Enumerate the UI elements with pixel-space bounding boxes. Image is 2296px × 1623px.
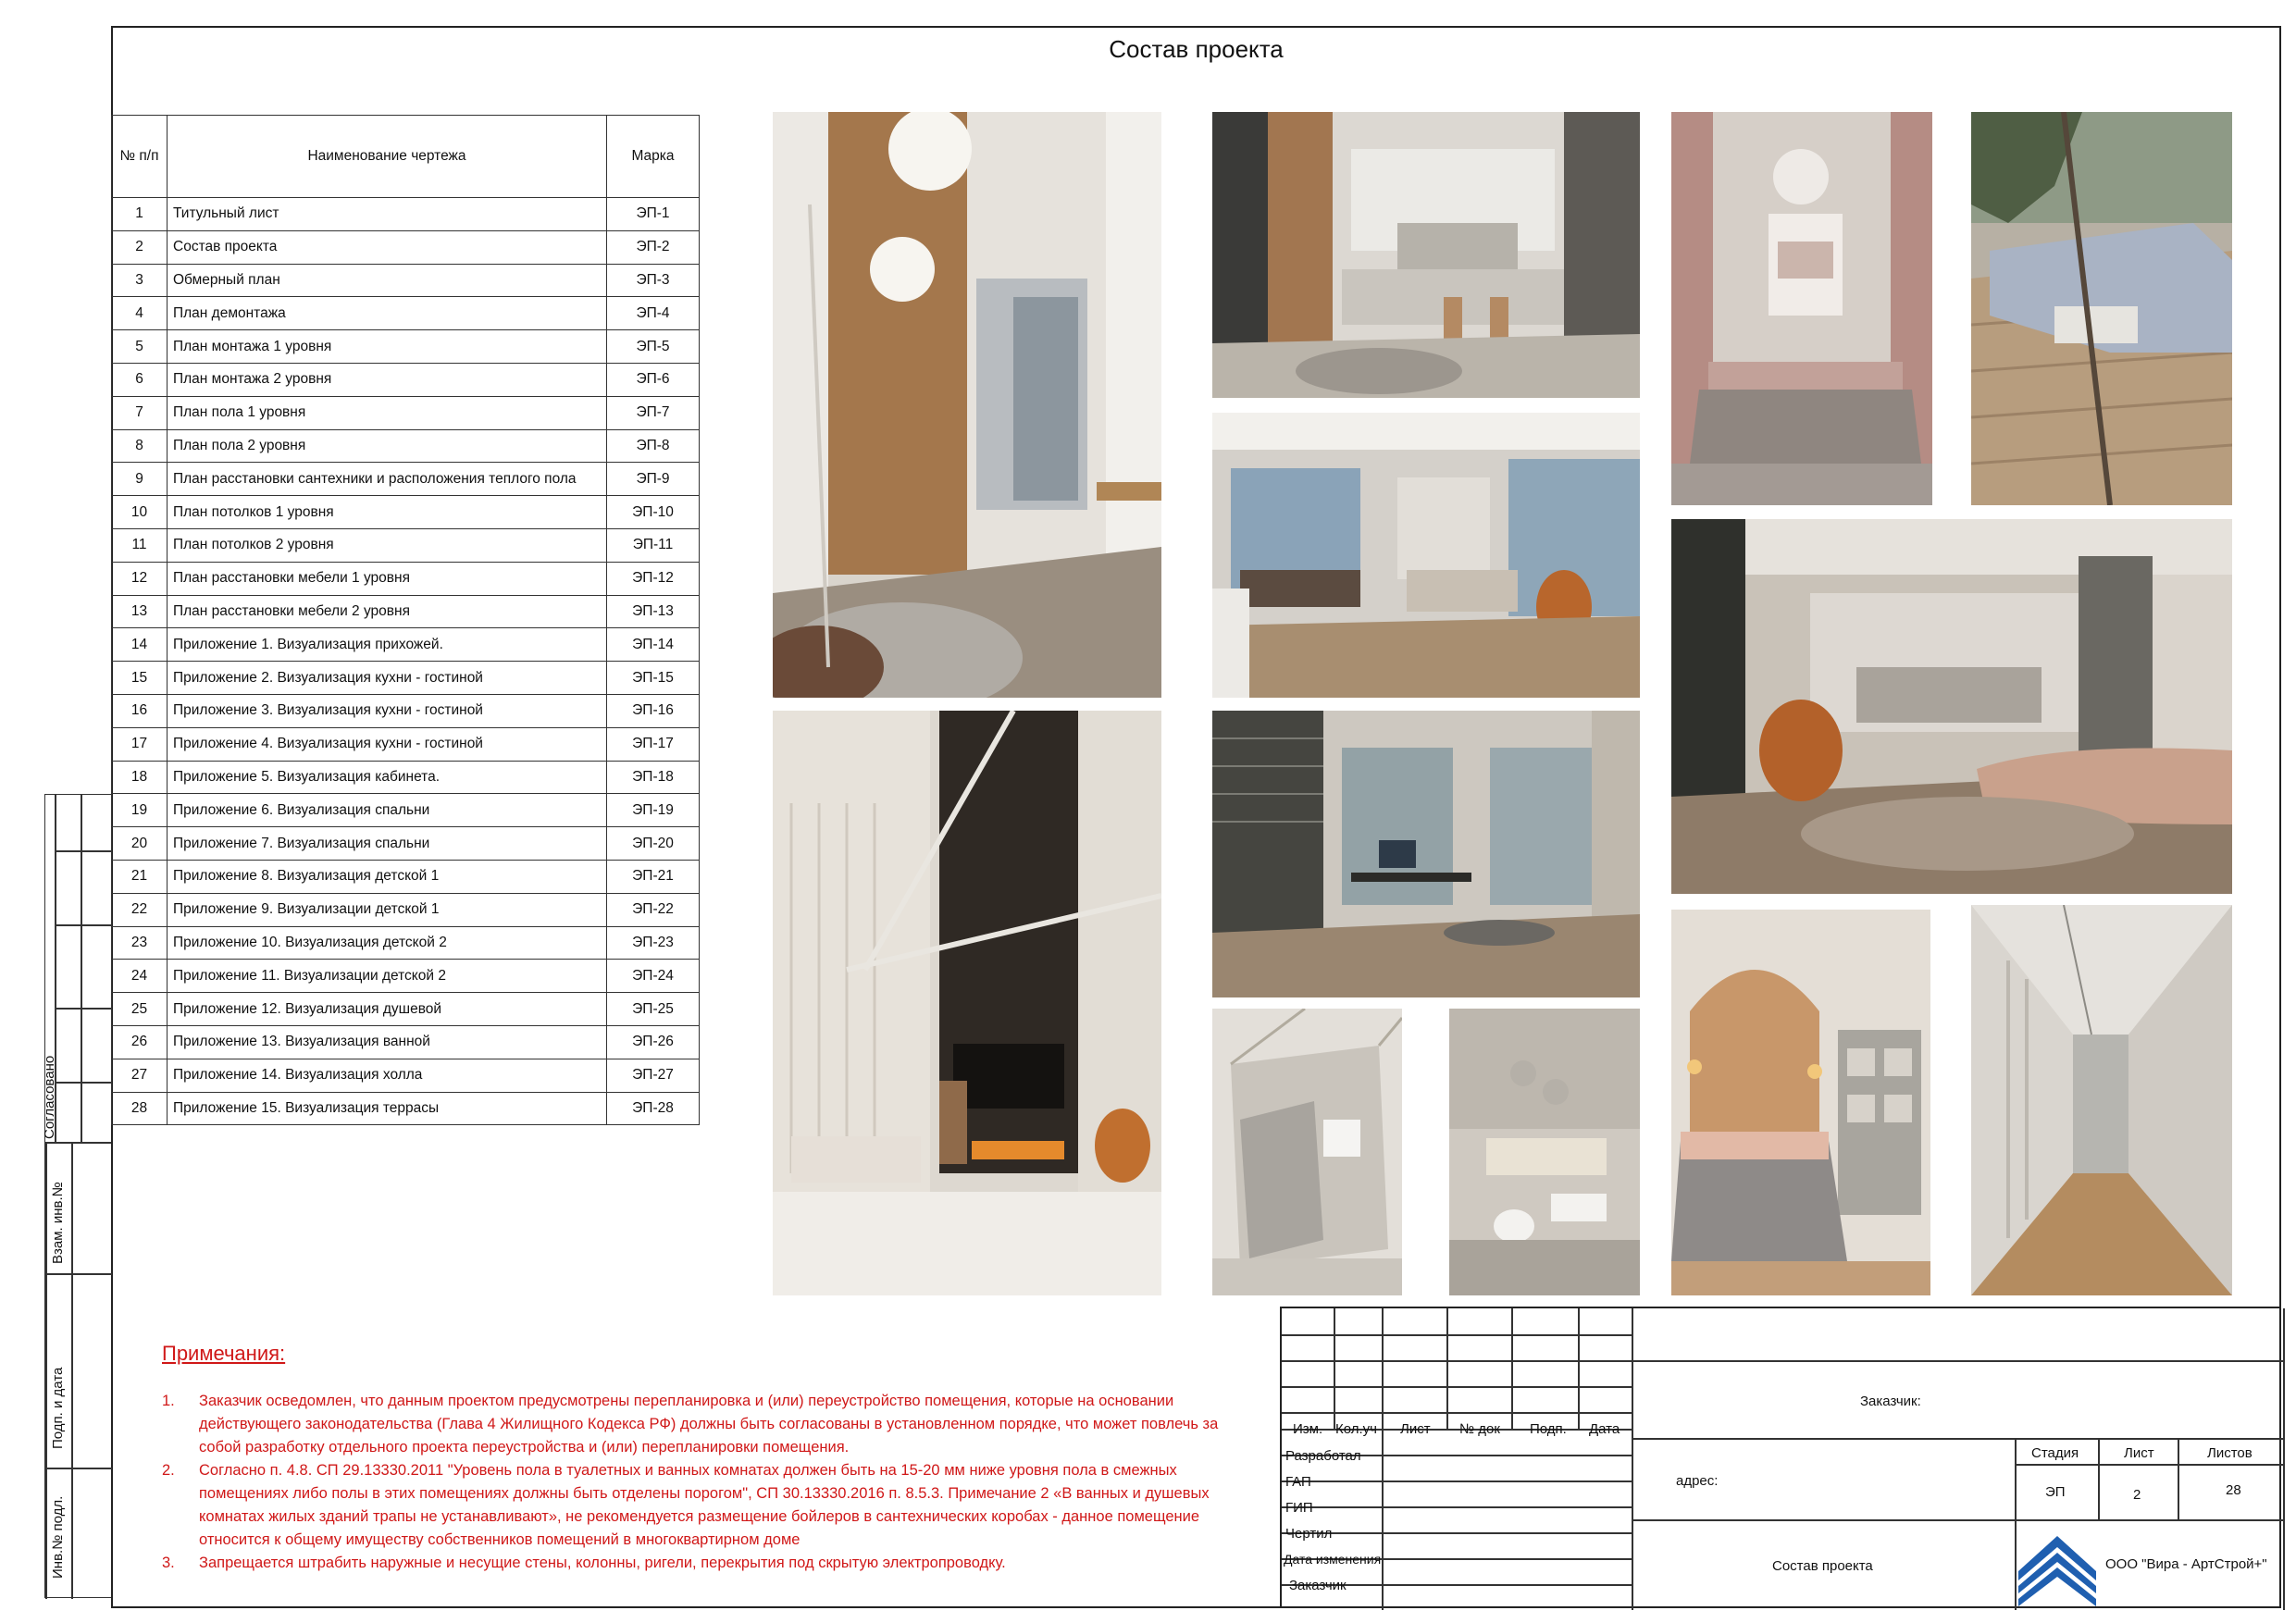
render-terrace xyxy=(1971,112,2232,505)
row-number: 4 xyxy=(112,297,168,330)
render-kitchen xyxy=(1212,112,1640,398)
stamp-label-soglasovano: Согласовано xyxy=(42,1055,57,1139)
table-row xyxy=(112,1059,700,1092)
table-row xyxy=(112,595,700,628)
render-corridor xyxy=(1971,905,2232,1295)
drawings-table xyxy=(111,115,700,1125)
tb-sheet-value: 2 xyxy=(2133,1487,2141,1503)
row-number: 1 xyxy=(112,198,168,231)
table-row xyxy=(112,1025,700,1059)
render-bedroom-pink xyxy=(1671,112,1932,505)
tb-role-gip: ГИП xyxy=(1285,1500,1313,1516)
render-bathroom xyxy=(1449,1009,1640,1295)
row-drawing-name: Приложение 14. Визуализация холла xyxy=(168,1059,607,1092)
header-mark: Марка xyxy=(607,116,700,198)
row-drawing-name: План расстановки сантехники и расположения теплого пола xyxy=(168,463,607,496)
side-stamp-inventory xyxy=(44,1143,111,1598)
row-drawing-name: Приложение 11. Визуализации детской 2 xyxy=(168,960,607,993)
note-item xyxy=(162,1552,1245,1575)
tb-customer-label: Заказчик: xyxy=(1860,1394,1921,1409)
tb-role-data-izm: Дата изменения xyxy=(1284,1552,1382,1567)
render-kids-room xyxy=(1671,910,1930,1295)
row-drawing-name: Приложение 3. Визуализация кухни - гостиной xyxy=(168,694,607,727)
row-drawing-name: План монтажа 1 уровня xyxy=(168,330,607,364)
row-number: 3 xyxy=(112,264,168,297)
row-drawing-name: План демонтажа xyxy=(168,297,607,330)
table-row xyxy=(112,363,700,396)
row-drawing-name: Приложение 9. Визуализации детской 1 xyxy=(168,893,607,926)
title-block xyxy=(1280,1307,2281,1608)
row-mark: ЭП-10 xyxy=(607,496,700,529)
row-mark: ЭП-20 xyxy=(607,827,700,861)
header-num: № п/п xyxy=(112,116,168,198)
render-home-office xyxy=(1212,711,1640,997)
table-row xyxy=(112,528,700,562)
row-drawing-name: Приложение 7. Визуализация спальни xyxy=(168,827,607,861)
table-row xyxy=(112,893,700,926)
row-number: 20 xyxy=(112,827,168,861)
row-drawing-name: Приложение 12. Визуализация душевой xyxy=(168,993,607,1026)
row-mark: ЭП-2 xyxy=(607,230,700,264)
table-row xyxy=(112,727,700,761)
table-row xyxy=(112,628,700,662)
row-mark: ЭП-7 xyxy=(607,396,700,429)
row-drawing-name: План расстановки мебели 2 уровня xyxy=(168,595,607,628)
table-row xyxy=(112,694,700,727)
row-number: 16 xyxy=(112,694,168,727)
tb-address-label: адрес: xyxy=(1676,1473,1719,1489)
row-drawing-name: Состав проекта xyxy=(168,230,607,264)
row-mark: ЭП-21 xyxy=(607,860,700,893)
note-text: Заказчик осведомлен, что данным проектом предусмотрены перепланировка и (или) переустройство помещения, которые на основании действующего законодательства (Глава 4 Жилищного Кодекса РФ) должны быть согласованы в установленном порядке, что может повлечь за собой разработку отдельного проекта переустройства и (или) перепланировки помещения. xyxy=(199,1393,1219,1456)
row-number: 26 xyxy=(112,1025,168,1059)
row-drawing-name: План потолков 1 уровня xyxy=(168,496,607,529)
table-row xyxy=(112,429,700,463)
row-drawing-name: Приложение 6. Визуализация спальни xyxy=(168,794,607,827)
table-row xyxy=(112,463,700,496)
table-row xyxy=(112,926,700,960)
row-drawing-name: План потолков 2 уровня xyxy=(168,528,607,562)
tb-col-kol: Кол.уч xyxy=(1335,1421,1377,1437)
table-row xyxy=(112,1092,700,1125)
tb-role-zakazchik: Заказчик xyxy=(1289,1578,1347,1593)
note-item xyxy=(162,1459,1245,1552)
row-number: 22 xyxy=(112,893,168,926)
table-row xyxy=(112,264,700,297)
table-row xyxy=(112,198,700,231)
row-mark: ЭП-9 xyxy=(607,463,700,496)
row-mark: ЭП-19 xyxy=(607,794,700,827)
render-hallway xyxy=(773,112,1161,698)
row-number: 27 xyxy=(112,1059,168,1092)
table-body xyxy=(112,198,700,1125)
note-text: Запрещается штрабить наружные и несущие стены, колонны, ригели, перекрытия под скрытую электропроводку. xyxy=(199,1555,1006,1571)
page-title: Состав проекта xyxy=(1109,35,1284,63)
notes-title: Примечания: xyxy=(162,1342,286,1365)
table-row xyxy=(112,993,700,1026)
row-number: 23 xyxy=(112,926,168,960)
tb-role-razrabotal: Разработал xyxy=(1285,1448,1361,1464)
table-row xyxy=(112,761,700,794)
tb-sheets-value: 28 xyxy=(2226,1482,2241,1498)
row-number: 9 xyxy=(112,463,168,496)
render-living-room-2 xyxy=(1671,519,2232,894)
row-number: 17 xyxy=(112,727,168,761)
row-drawing-name: План пола 1 уровня xyxy=(168,396,607,429)
row-drawing-name: Приложение 2. Визуализация кухни - гостиной xyxy=(168,662,607,695)
row-number: 7 xyxy=(112,396,168,429)
row-drawing-name: Приложение 1. Визуализация прихожей. xyxy=(168,628,607,662)
row-number: 18 xyxy=(112,761,168,794)
row-mark: ЭП-16 xyxy=(607,694,700,727)
row-number: 14 xyxy=(112,628,168,662)
row-mark: ЭП-22 xyxy=(607,893,700,926)
row-mark: ЭП-15 xyxy=(607,662,700,695)
table-row xyxy=(112,230,700,264)
row-mark: ЭП-26 xyxy=(607,1025,700,1059)
table-row xyxy=(112,960,700,993)
stamp-label-podp-data: Подп. и дата xyxy=(50,1367,66,1449)
row-number: 15 xyxy=(112,662,168,695)
row-number: 5 xyxy=(112,330,168,364)
row-mark: ЭП-23 xyxy=(607,926,700,960)
table-row xyxy=(112,794,700,827)
row-drawing-name: Приложение 5. Визуализация кабинета. xyxy=(168,761,607,794)
row-drawing-name: Обмерный план xyxy=(168,264,607,297)
row-drawing-name: Приложение 8. Визуализация детской 1 xyxy=(168,860,607,893)
row-number: 10 xyxy=(112,496,168,529)
stamp-label-vzam: Взам. инв.№ xyxy=(50,1182,66,1264)
row-drawing-name: План монтажа 2 уровня xyxy=(168,363,607,396)
row-drawing-name: Титульный лист xyxy=(168,198,607,231)
row-drawing-name: Приложение 4. Визуализация кухни - гостиной xyxy=(168,727,607,761)
table-row xyxy=(112,297,700,330)
table-row xyxy=(112,562,700,595)
row-mark: ЭП-13 xyxy=(607,595,700,628)
tb-company: ООО "Вира - АртСтрой+" xyxy=(2105,1556,2267,1572)
table-row xyxy=(112,396,700,429)
row-mark: ЭП-17 xyxy=(607,727,700,761)
row-drawing-name: План пола 2 уровня xyxy=(168,429,607,463)
row-number: 28 xyxy=(112,1092,168,1125)
note-item xyxy=(162,1390,1245,1459)
render-living-room xyxy=(1212,413,1640,698)
company-logo-icon xyxy=(2018,1523,2096,1606)
table-row xyxy=(112,860,700,893)
row-mark: ЭП-12 xyxy=(607,562,700,595)
row-number: 25 xyxy=(112,993,168,1026)
row-mark: ЭП-24 xyxy=(607,960,700,993)
row-mark: ЭП-28 xyxy=(607,1092,700,1125)
row-drawing-name: Приложение 13. Визуализация ванной xyxy=(168,1025,607,1059)
render-fireplace-bedroom xyxy=(773,711,1161,1295)
notes-list xyxy=(162,1390,1245,1575)
row-drawing-name: Приложение 15. Визуализация террасы xyxy=(168,1092,607,1125)
note-number: 3. xyxy=(162,1555,175,1571)
tb-col-izm: Изм. xyxy=(1293,1421,1323,1437)
row-number: 21 xyxy=(112,860,168,893)
row-number: 11 xyxy=(112,528,168,562)
row-mark: ЭП-18 xyxy=(607,761,700,794)
row-mark: ЭП-14 xyxy=(607,628,700,662)
note-number: 2. xyxy=(162,1462,175,1479)
table-row xyxy=(112,662,700,695)
tb-role-gap: ГАП xyxy=(1285,1474,1311,1490)
note-text: Согласно п. 4.8. СП 29.13330.2011 "Уровень пола в туалетных и ванных комнатах должен быть на 15-20 мм ниже уровня пола в смежных помещениях либо полы в этих помещениях должны быть отделены порогом", СП 30.13330.2016 п. 8.5.3. Примечание 2 «В ванных и душевых комнатах жилых зданий трапы не устанавливают», не рекомендуется размещение бойлеров в сантехнических коробах - данное помещение относится к общему имуществу собственников помещений в многоквартирном доме xyxy=(199,1462,1210,1548)
row-mark: ЭП-11 xyxy=(607,528,700,562)
row-number: 8 xyxy=(112,429,168,463)
row-mark: ЭП-4 xyxy=(607,297,700,330)
row-number: 13 xyxy=(112,595,168,628)
row-number: 12 xyxy=(112,562,168,595)
row-number: 6 xyxy=(112,363,168,396)
table-row xyxy=(112,330,700,364)
row-drawing-name: Приложение 10. Визуализация детской 2 xyxy=(168,926,607,960)
tb-sheets-label: Листов xyxy=(2207,1445,2253,1461)
row-mark: ЭП-5 xyxy=(607,330,700,364)
tb-col-podp: Подп. xyxy=(1530,1421,1567,1437)
table-row xyxy=(112,496,700,529)
tb-col-ndoc: № док xyxy=(1459,1421,1500,1437)
row-number: 24 xyxy=(112,960,168,993)
tb-sheet-title: Состав проекта xyxy=(1772,1558,1873,1574)
row-drawing-name: План расстановки мебели 1 уровня xyxy=(168,562,607,595)
stamp-label-inv-podl: Инв.№ подл. xyxy=(50,1495,66,1579)
row-mark: ЭП-27 xyxy=(607,1059,700,1092)
header-name: Наименование чертежа xyxy=(168,116,607,198)
tb-col-data: Дата xyxy=(1589,1421,1620,1437)
side-stamp-approval xyxy=(44,794,111,1143)
row-number: 2 xyxy=(112,230,168,264)
note-number: 1. xyxy=(162,1393,175,1409)
row-mark: ЭП-1 xyxy=(607,198,700,231)
tb-role-chertil: Чертил xyxy=(1285,1526,1333,1542)
tb-sheet-label: Лист xyxy=(2124,1445,2154,1461)
tb-stage-value: ЭП xyxy=(2045,1484,2066,1500)
row-number: 19 xyxy=(112,794,168,827)
row-mark: ЭП-25 xyxy=(607,993,700,1026)
table-header-row xyxy=(112,116,700,198)
tb-stage-label: Стадия xyxy=(2031,1445,2079,1461)
row-mark: ЭП-3 xyxy=(607,264,700,297)
render-shower xyxy=(1212,1009,1402,1295)
row-mark: ЭП-8 xyxy=(607,429,700,463)
tb-col-list: Лист xyxy=(1400,1421,1431,1437)
row-mark: ЭП-6 xyxy=(607,363,700,396)
table-row xyxy=(112,827,700,861)
